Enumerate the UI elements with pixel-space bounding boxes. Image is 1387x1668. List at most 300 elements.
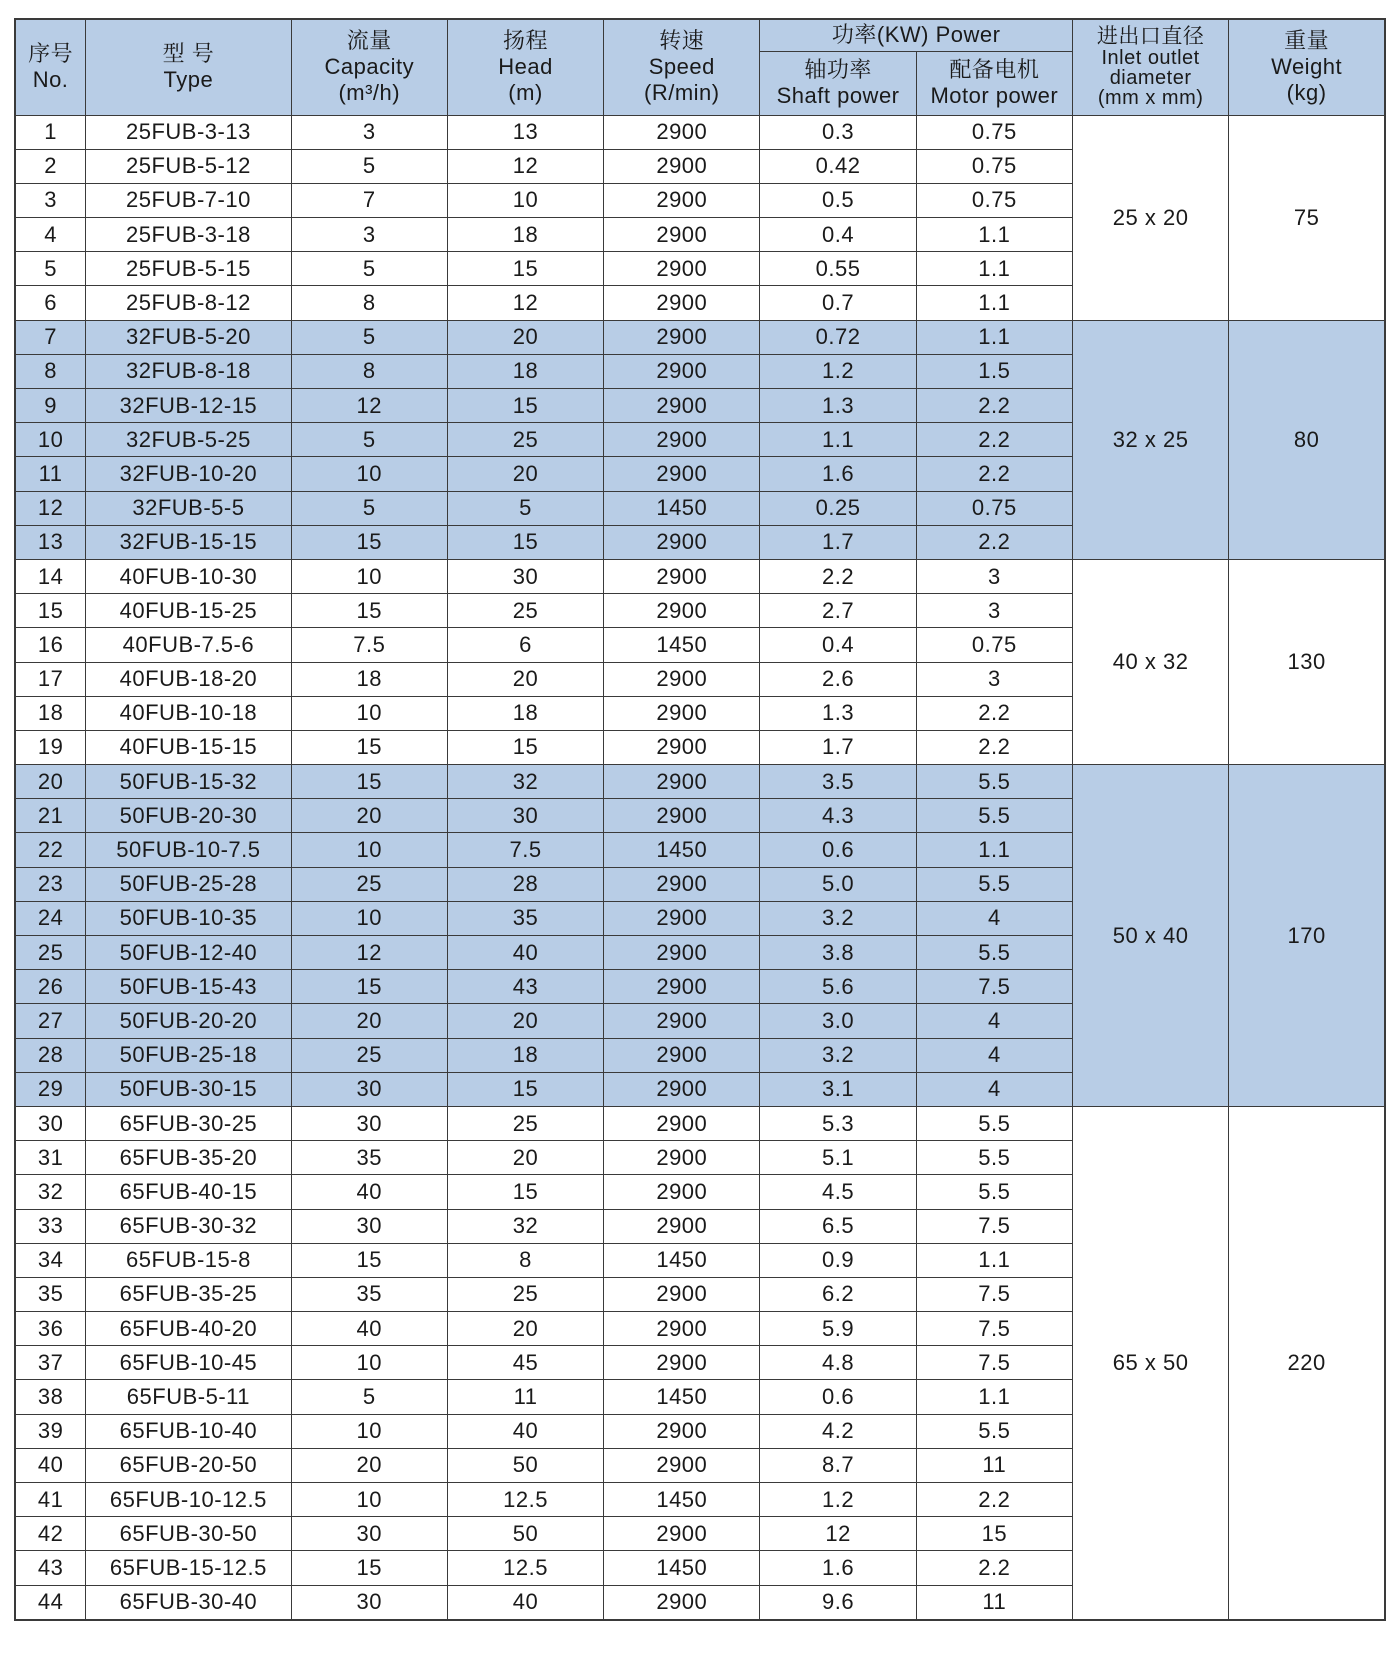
cell-no: 24 bbox=[15, 901, 86, 935]
cell-capacity: 3 bbox=[291, 218, 447, 252]
cell-motor-power: 0.75 bbox=[916, 183, 1072, 217]
cell-speed: 2900 bbox=[604, 867, 760, 901]
cell-speed: 2900 bbox=[604, 423, 760, 457]
table-row bbox=[15, 559, 1385, 593]
cell-speed: 2900 bbox=[604, 354, 760, 388]
cell-type: 65FUB-35-20 bbox=[86, 1141, 292, 1175]
pump-spec-table bbox=[14, 18, 1386, 1621]
cell-head: 6 bbox=[447, 628, 603, 662]
cell-capacity: 18 bbox=[291, 662, 447, 696]
cell-head: 10 bbox=[447, 183, 603, 217]
cell-capacity: 7 bbox=[291, 183, 447, 217]
cell-type: 40FUB-10-18 bbox=[86, 696, 292, 730]
cell-shaft-power: 1.1 bbox=[760, 423, 916, 457]
cell-no: 9 bbox=[15, 389, 86, 423]
cell-motor-power: 5.5 bbox=[916, 1175, 1072, 1209]
cell-type: 65FUB-40-20 bbox=[86, 1312, 292, 1346]
table-row bbox=[15, 1106, 1385, 1140]
cell-speed: 1450 bbox=[604, 833, 760, 867]
cell-shaft-power: 0.42 bbox=[760, 149, 916, 183]
cell-no: 5 bbox=[15, 252, 86, 286]
cell-speed: 2900 bbox=[604, 389, 760, 423]
cell-speed: 1450 bbox=[604, 1483, 760, 1517]
header-speed-cn: 转速 bbox=[659, 28, 705, 54]
cell-weight: 220 bbox=[1229, 1106, 1385, 1619]
header-no bbox=[15, 19, 86, 115]
table-row bbox=[15, 765, 1385, 799]
cell-no: 25 bbox=[15, 936, 86, 970]
cell-type: 50FUB-15-32 bbox=[86, 765, 292, 799]
header-speed-en: Speed bbox=[648, 54, 715, 80]
cell-motor-power: 4 bbox=[916, 1004, 1072, 1038]
cell-type: 65FUB-40-15 bbox=[86, 1175, 292, 1209]
header-diameter-cn: 进出口直径 bbox=[1096, 25, 1205, 49]
cell-capacity: 10 bbox=[291, 559, 447, 593]
cell-no: 44 bbox=[15, 1585, 86, 1620]
cell-speed: 2900 bbox=[604, 286, 760, 320]
cell-speed: 2900 bbox=[604, 765, 760, 799]
cell-weight: 75 bbox=[1229, 115, 1385, 320]
cell-head: 20 bbox=[447, 1312, 603, 1346]
cell-shaft-power: 4.2 bbox=[760, 1414, 916, 1448]
cell-diameter: 25 x 20 bbox=[1072, 115, 1228, 320]
header-capacity-cn: 流量 bbox=[346, 28, 392, 54]
cell-capacity: 15 bbox=[291, 970, 447, 1004]
header-diameter-en2: diameter bbox=[1109, 67, 1192, 90]
cell-motor-power: 5.5 bbox=[916, 1414, 1072, 1448]
cell-speed: 2900 bbox=[604, 1277, 760, 1311]
cell-no: 22 bbox=[15, 833, 86, 867]
cell-head: 15 bbox=[447, 1175, 603, 1209]
cell-head: 8 bbox=[447, 1243, 603, 1277]
header-head bbox=[447, 19, 603, 115]
cell-no: 16 bbox=[15, 628, 86, 662]
cell-no: 39 bbox=[15, 1414, 86, 1448]
cell-speed: 2900 bbox=[604, 594, 760, 628]
cell-head: 18 bbox=[447, 354, 603, 388]
cell-motor-power: 5.5 bbox=[916, 1141, 1072, 1175]
cell-type: 25FUB-8-12 bbox=[86, 286, 292, 320]
cell-type: 50FUB-10-7.5 bbox=[86, 833, 292, 867]
cell-capacity: 30 bbox=[291, 1072, 447, 1106]
cell-shaft-power: 0.6 bbox=[760, 833, 916, 867]
cell-no: 8 bbox=[15, 354, 86, 388]
cell-motor-power: 2.2 bbox=[916, 457, 1072, 491]
cell-motor-power: 11 bbox=[916, 1448, 1072, 1482]
header-head-cn: 扬程 bbox=[503, 28, 549, 54]
cell-speed: 2900 bbox=[604, 1038, 760, 1072]
cell-capacity: 10 bbox=[291, 1414, 447, 1448]
header-no-cn: 序号 bbox=[28, 41, 74, 67]
cell-type: 65FUB-10-40 bbox=[86, 1414, 292, 1448]
cell-diameter: 40 x 32 bbox=[1072, 559, 1228, 764]
cell-head: 32 bbox=[447, 765, 603, 799]
header-shaft-power bbox=[760, 51, 916, 115]
cell-no: 38 bbox=[15, 1380, 86, 1414]
cell-motor-power: 0.75 bbox=[916, 491, 1072, 525]
cell-no: 1 bbox=[15, 115, 86, 149]
cell-type: 32FUB-5-5 bbox=[86, 491, 292, 525]
cell-speed: 2900 bbox=[604, 662, 760, 696]
cell-speed: 2900 bbox=[604, 1585, 760, 1620]
cell-shaft-power: 0.4 bbox=[760, 218, 916, 252]
cell-shaft-power: 12 bbox=[760, 1517, 916, 1551]
cell-speed: 2900 bbox=[604, 936, 760, 970]
cell-head: 25 bbox=[447, 423, 603, 457]
cell-capacity: 35 bbox=[291, 1141, 447, 1175]
cell-head: 25 bbox=[447, 1277, 603, 1311]
cell-capacity: 5 bbox=[291, 491, 447, 525]
cell-no: 32 bbox=[15, 1175, 86, 1209]
cell-diameter: 32 x 25 bbox=[1072, 320, 1228, 559]
cell-motor-power: 0.75 bbox=[916, 115, 1072, 149]
cell-head: 12 bbox=[447, 149, 603, 183]
header-no-en: No. bbox=[32, 67, 69, 93]
cell-head: 12.5 bbox=[447, 1551, 603, 1585]
cell-type: 25FUB-5-15 bbox=[86, 252, 292, 286]
cell-shaft-power: 9.6 bbox=[760, 1585, 916, 1620]
cell-diameter: 65 x 50 bbox=[1072, 1106, 1228, 1619]
header-power: 功率(KW) Power bbox=[760, 19, 1073, 51]
cell-head: 25 bbox=[447, 1106, 603, 1140]
cell-no: 29 bbox=[15, 1072, 86, 1106]
cell-head: 12 bbox=[447, 286, 603, 320]
cell-no: 36 bbox=[15, 1312, 86, 1346]
cell-shaft-power: 0.9 bbox=[760, 1243, 916, 1277]
cell-head: 32 bbox=[447, 1209, 603, 1243]
cell-head: 35 bbox=[447, 901, 603, 935]
cell-head: 30 bbox=[447, 559, 603, 593]
cell-type: 50FUB-12-40 bbox=[86, 936, 292, 970]
cell-type: 65FUB-30-32 bbox=[86, 1209, 292, 1243]
cell-motor-power: 1.1 bbox=[916, 833, 1072, 867]
cell-capacity: 10 bbox=[291, 696, 447, 730]
cell-diameter: 50 x 40 bbox=[1072, 765, 1228, 1107]
cell-type: 32FUB-12-15 bbox=[86, 389, 292, 423]
cell-speed: 2900 bbox=[604, 1209, 760, 1243]
cell-type: 25FUB-3-18 bbox=[86, 218, 292, 252]
cell-capacity: 35 bbox=[291, 1277, 447, 1311]
cell-type: 65FUB-15-12.5 bbox=[86, 1551, 292, 1585]
cell-speed: 2900 bbox=[604, 901, 760, 935]
cell-no: 14 bbox=[15, 559, 86, 593]
cell-motor-power: 5.5 bbox=[916, 1106, 1072, 1140]
header-motor-cn: 配备电机 bbox=[949, 57, 1040, 82]
cell-speed: 2900 bbox=[604, 970, 760, 1004]
cell-weight: 80 bbox=[1229, 320, 1385, 559]
cell-shaft-power: 1.2 bbox=[760, 354, 916, 388]
cell-speed: 1450 bbox=[604, 1380, 760, 1414]
cell-head: 20 bbox=[447, 1004, 603, 1038]
cell-capacity: 30 bbox=[291, 1106, 447, 1140]
cell-speed: 2900 bbox=[604, 1072, 760, 1106]
cell-speed: 2900 bbox=[604, 696, 760, 730]
cell-weight: 130 bbox=[1229, 559, 1385, 764]
cell-type: 32FUB-5-20 bbox=[86, 320, 292, 354]
cell-speed: 2900 bbox=[604, 1106, 760, 1140]
cell-head: 40 bbox=[447, 1585, 603, 1620]
cell-weight: 170 bbox=[1229, 765, 1385, 1107]
cell-motor-power: 15 bbox=[916, 1517, 1072, 1551]
cell-motor-power: 4 bbox=[916, 1038, 1072, 1072]
cell-motor-power: 11 bbox=[916, 1585, 1072, 1620]
cell-shaft-power: 0.25 bbox=[760, 491, 916, 525]
cell-type: 40FUB-7.5-6 bbox=[86, 628, 292, 662]
cell-no: 41 bbox=[15, 1483, 86, 1517]
cell-type: 65FUB-5-11 bbox=[86, 1380, 292, 1414]
cell-shaft-power: 0.4 bbox=[760, 628, 916, 662]
header-speed-unit: (R/min) bbox=[644, 80, 720, 106]
cell-speed: 2900 bbox=[604, 115, 760, 149]
cell-no: 2 bbox=[15, 149, 86, 183]
cell-motor-power: 7.5 bbox=[916, 1312, 1072, 1346]
cell-shaft-power: 1.3 bbox=[760, 389, 916, 423]
cell-motor-power: 0.75 bbox=[916, 149, 1072, 183]
cell-type: 65FUB-15-8 bbox=[86, 1243, 292, 1277]
cell-no: 7 bbox=[15, 320, 86, 354]
cell-capacity: 10 bbox=[291, 1346, 447, 1380]
cell-head: 15 bbox=[447, 525, 603, 559]
cell-head: 43 bbox=[447, 970, 603, 1004]
cell-capacity: 10 bbox=[291, 901, 447, 935]
cell-motor-power: 1.1 bbox=[916, 252, 1072, 286]
cell-motor-power: 3 bbox=[916, 559, 1072, 593]
cell-no: 18 bbox=[15, 696, 86, 730]
cell-no: 4 bbox=[15, 218, 86, 252]
cell-head: 28 bbox=[447, 867, 603, 901]
cell-no: 19 bbox=[15, 730, 86, 764]
cell-shaft-power: 0.7 bbox=[760, 286, 916, 320]
cell-shaft-power: 0.6 bbox=[760, 1380, 916, 1414]
cell-capacity: 25 bbox=[291, 1038, 447, 1072]
cell-motor-power: 1.1 bbox=[916, 286, 1072, 320]
cell-capacity: 7.5 bbox=[291, 628, 447, 662]
cell-no: 30 bbox=[15, 1106, 86, 1140]
cell-capacity: 5 bbox=[291, 320, 447, 354]
cell-shaft-power: 4.3 bbox=[760, 799, 916, 833]
cell-head: 20 bbox=[447, 457, 603, 491]
cell-head: 13 bbox=[447, 115, 603, 149]
cell-type: 65FUB-30-40 bbox=[86, 1585, 292, 1620]
cell-capacity: 20 bbox=[291, 1448, 447, 1482]
cell-head: 25 bbox=[447, 594, 603, 628]
cell-motor-power: 1.1 bbox=[916, 1380, 1072, 1414]
table-body bbox=[15, 115, 1385, 1620]
cell-head: 18 bbox=[447, 218, 603, 252]
cell-motor-power: 2.2 bbox=[916, 525, 1072, 559]
header-capacity-unit: (m³/h) bbox=[338, 80, 401, 106]
cell-head: 40 bbox=[447, 1414, 603, 1448]
cell-shaft-power: 0.55 bbox=[760, 252, 916, 286]
cell-type: 65FUB-30-25 bbox=[86, 1106, 292, 1140]
cell-shaft-power: 1.7 bbox=[760, 525, 916, 559]
header-motor-en: Motor power bbox=[930, 83, 1059, 108]
cell-head: 40 bbox=[447, 936, 603, 970]
cell-shaft-power: 1.3 bbox=[760, 696, 916, 730]
cell-capacity: 15 bbox=[291, 525, 447, 559]
cell-shaft-power: 1.6 bbox=[760, 457, 916, 491]
header-speed bbox=[604, 19, 760, 115]
table-row bbox=[15, 115, 1385, 149]
spec-table-wrapper bbox=[14, 18, 1386, 1621]
cell-shaft-power: 4.5 bbox=[760, 1175, 916, 1209]
cell-speed: 2900 bbox=[604, 799, 760, 833]
cell-motor-power: 1.1 bbox=[916, 320, 1072, 354]
cell-capacity: 15 bbox=[291, 730, 447, 764]
cell-type: 65FUB-35-25 bbox=[86, 1277, 292, 1311]
cell-shaft-power: 6.2 bbox=[760, 1277, 916, 1311]
cell-head: 45 bbox=[447, 1346, 603, 1380]
cell-type: 65FUB-20-50 bbox=[86, 1448, 292, 1482]
cell-type: 40FUB-18-20 bbox=[86, 662, 292, 696]
cell-type: 25FUB-5-12 bbox=[86, 149, 292, 183]
header-head-unit: (m) bbox=[508, 80, 543, 106]
header-capacity-en: Capacity bbox=[324, 54, 415, 80]
cell-no: 17 bbox=[15, 662, 86, 696]
cell-head: 20 bbox=[447, 662, 603, 696]
cell-motor-power: 3 bbox=[916, 594, 1072, 628]
cell-no: 3 bbox=[15, 183, 86, 217]
cell-no: 42 bbox=[15, 1517, 86, 1551]
cell-head: 15 bbox=[447, 389, 603, 423]
cell-speed: 2900 bbox=[604, 252, 760, 286]
cell-capacity: 30 bbox=[291, 1517, 447, 1551]
cell-capacity: 15 bbox=[291, 1243, 447, 1277]
cell-type: 50FUB-10-35 bbox=[86, 901, 292, 935]
cell-capacity: 8 bbox=[291, 354, 447, 388]
cell-no: 26 bbox=[15, 970, 86, 1004]
cell-head: 12.5 bbox=[447, 1483, 603, 1517]
cell-capacity: 15 bbox=[291, 1551, 447, 1585]
cell-motor-power: 4 bbox=[916, 1072, 1072, 1106]
cell-motor-power: 7.5 bbox=[916, 1209, 1072, 1243]
header-capacity bbox=[291, 19, 447, 115]
cell-motor-power: 2.2 bbox=[916, 1483, 1072, 1517]
cell-shaft-power: 5.6 bbox=[760, 970, 916, 1004]
cell-no: 11 bbox=[15, 457, 86, 491]
cell-no: 21 bbox=[15, 799, 86, 833]
cell-shaft-power: 8.7 bbox=[760, 1448, 916, 1482]
cell-capacity: 15 bbox=[291, 594, 447, 628]
cell-shaft-power: 3.1 bbox=[760, 1072, 916, 1106]
cell-speed: 2900 bbox=[604, 1448, 760, 1482]
cell-shaft-power: 1.2 bbox=[760, 1483, 916, 1517]
cell-type: 50FUB-15-43 bbox=[86, 970, 292, 1004]
cell-speed: 1450 bbox=[604, 628, 760, 662]
cell-shaft-power: 0.3 bbox=[760, 115, 916, 149]
cell-capacity: 12 bbox=[291, 936, 447, 970]
cell-head: 50 bbox=[447, 1517, 603, 1551]
cell-no: 12 bbox=[15, 491, 86, 525]
cell-capacity: 8 bbox=[291, 286, 447, 320]
cell-motor-power: 1.1 bbox=[916, 1243, 1072, 1277]
cell-type: 25FUB-3-13 bbox=[86, 115, 292, 149]
cell-type: 65FUB-10-45 bbox=[86, 1346, 292, 1380]
cell-shaft-power: 2.6 bbox=[760, 662, 916, 696]
cell-no: 35 bbox=[15, 1277, 86, 1311]
cell-motor-power: 2.2 bbox=[916, 730, 1072, 764]
cell-no: 43 bbox=[15, 1551, 86, 1585]
cell-capacity: 5 bbox=[291, 149, 447, 183]
cell-type: 32FUB-10-20 bbox=[86, 457, 292, 491]
cell-shaft-power: 6.5 bbox=[760, 1209, 916, 1243]
cell-motor-power: 5.5 bbox=[916, 936, 1072, 970]
cell-type: 25FUB-7-10 bbox=[86, 183, 292, 217]
cell-motor-power: 0.75 bbox=[916, 628, 1072, 662]
cell-capacity: 20 bbox=[291, 1004, 447, 1038]
cell-shaft-power: 3.8 bbox=[760, 936, 916, 970]
header-weight-en: Weight bbox=[1271, 54, 1343, 80]
cell-capacity: 10 bbox=[291, 1483, 447, 1517]
cell-motor-power: 5.5 bbox=[916, 867, 1072, 901]
cell-type: 32FUB-5-25 bbox=[86, 423, 292, 457]
cell-capacity: 12 bbox=[291, 389, 447, 423]
cell-motor-power: 2.2 bbox=[916, 1551, 1072, 1585]
cell-speed: 2900 bbox=[604, 320, 760, 354]
cell-capacity: 5 bbox=[291, 1380, 447, 1414]
cell-type: 40FUB-15-15 bbox=[86, 730, 292, 764]
header-type bbox=[86, 19, 292, 115]
cell-capacity: 40 bbox=[291, 1312, 447, 1346]
cell-head: 11 bbox=[447, 1380, 603, 1414]
cell-type: 50FUB-20-20 bbox=[86, 1004, 292, 1038]
cell-head: 7.5 bbox=[447, 833, 603, 867]
cell-motor-power: 1.5 bbox=[916, 354, 1072, 388]
cell-type: 50FUB-25-28 bbox=[86, 867, 292, 901]
cell-speed: 2900 bbox=[604, 1004, 760, 1038]
cell-head: 30 bbox=[447, 799, 603, 833]
cell-no: 31 bbox=[15, 1141, 86, 1175]
cell-type: 32FUB-15-15 bbox=[86, 525, 292, 559]
cell-capacity: 30 bbox=[291, 1585, 447, 1620]
cell-type: 40FUB-10-30 bbox=[86, 559, 292, 593]
table-header bbox=[15, 19, 1385, 115]
cell-shaft-power: 5.0 bbox=[760, 867, 916, 901]
cell-capacity: 10 bbox=[291, 833, 447, 867]
header-motor-power bbox=[916, 51, 1072, 115]
cell-capacity: 10 bbox=[291, 457, 447, 491]
cell-shaft-power: 1.7 bbox=[760, 730, 916, 764]
cell-capacity: 40 bbox=[291, 1175, 447, 1209]
cell-head: 50 bbox=[447, 1448, 603, 1482]
header-shaft-en: Shaft power bbox=[776, 83, 900, 108]
cell-no: 13 bbox=[15, 525, 86, 559]
cell-head: 15 bbox=[447, 1072, 603, 1106]
cell-shaft-power: 4.8 bbox=[760, 1346, 916, 1380]
cell-speed: 2900 bbox=[604, 218, 760, 252]
cell-motor-power: 5.5 bbox=[916, 799, 1072, 833]
cell-motor-power: 2.2 bbox=[916, 696, 1072, 730]
cell-capacity: 3 bbox=[291, 115, 447, 149]
cell-no: 34 bbox=[15, 1243, 86, 1277]
cell-no: 40 bbox=[15, 1448, 86, 1482]
cell-type: 65FUB-10-12.5 bbox=[86, 1483, 292, 1517]
cell-motor-power: 3 bbox=[916, 662, 1072, 696]
cell-capacity: 5 bbox=[291, 252, 447, 286]
cell-no: 15 bbox=[15, 594, 86, 628]
cell-capacity: 20 bbox=[291, 799, 447, 833]
cell-speed: 2900 bbox=[604, 1175, 760, 1209]
cell-head: 18 bbox=[447, 1038, 603, 1072]
cell-type: 50FUB-25-18 bbox=[86, 1038, 292, 1072]
cell-head: 18 bbox=[447, 696, 603, 730]
cell-type: 50FUB-30-15 bbox=[86, 1072, 292, 1106]
cell-motor-power: 4 bbox=[916, 901, 1072, 935]
cell-no: 27 bbox=[15, 1004, 86, 1038]
header-weight-cn: 重量 bbox=[1284, 28, 1330, 54]
header-weight bbox=[1229, 19, 1385, 115]
cell-speed: 1450 bbox=[604, 1243, 760, 1277]
